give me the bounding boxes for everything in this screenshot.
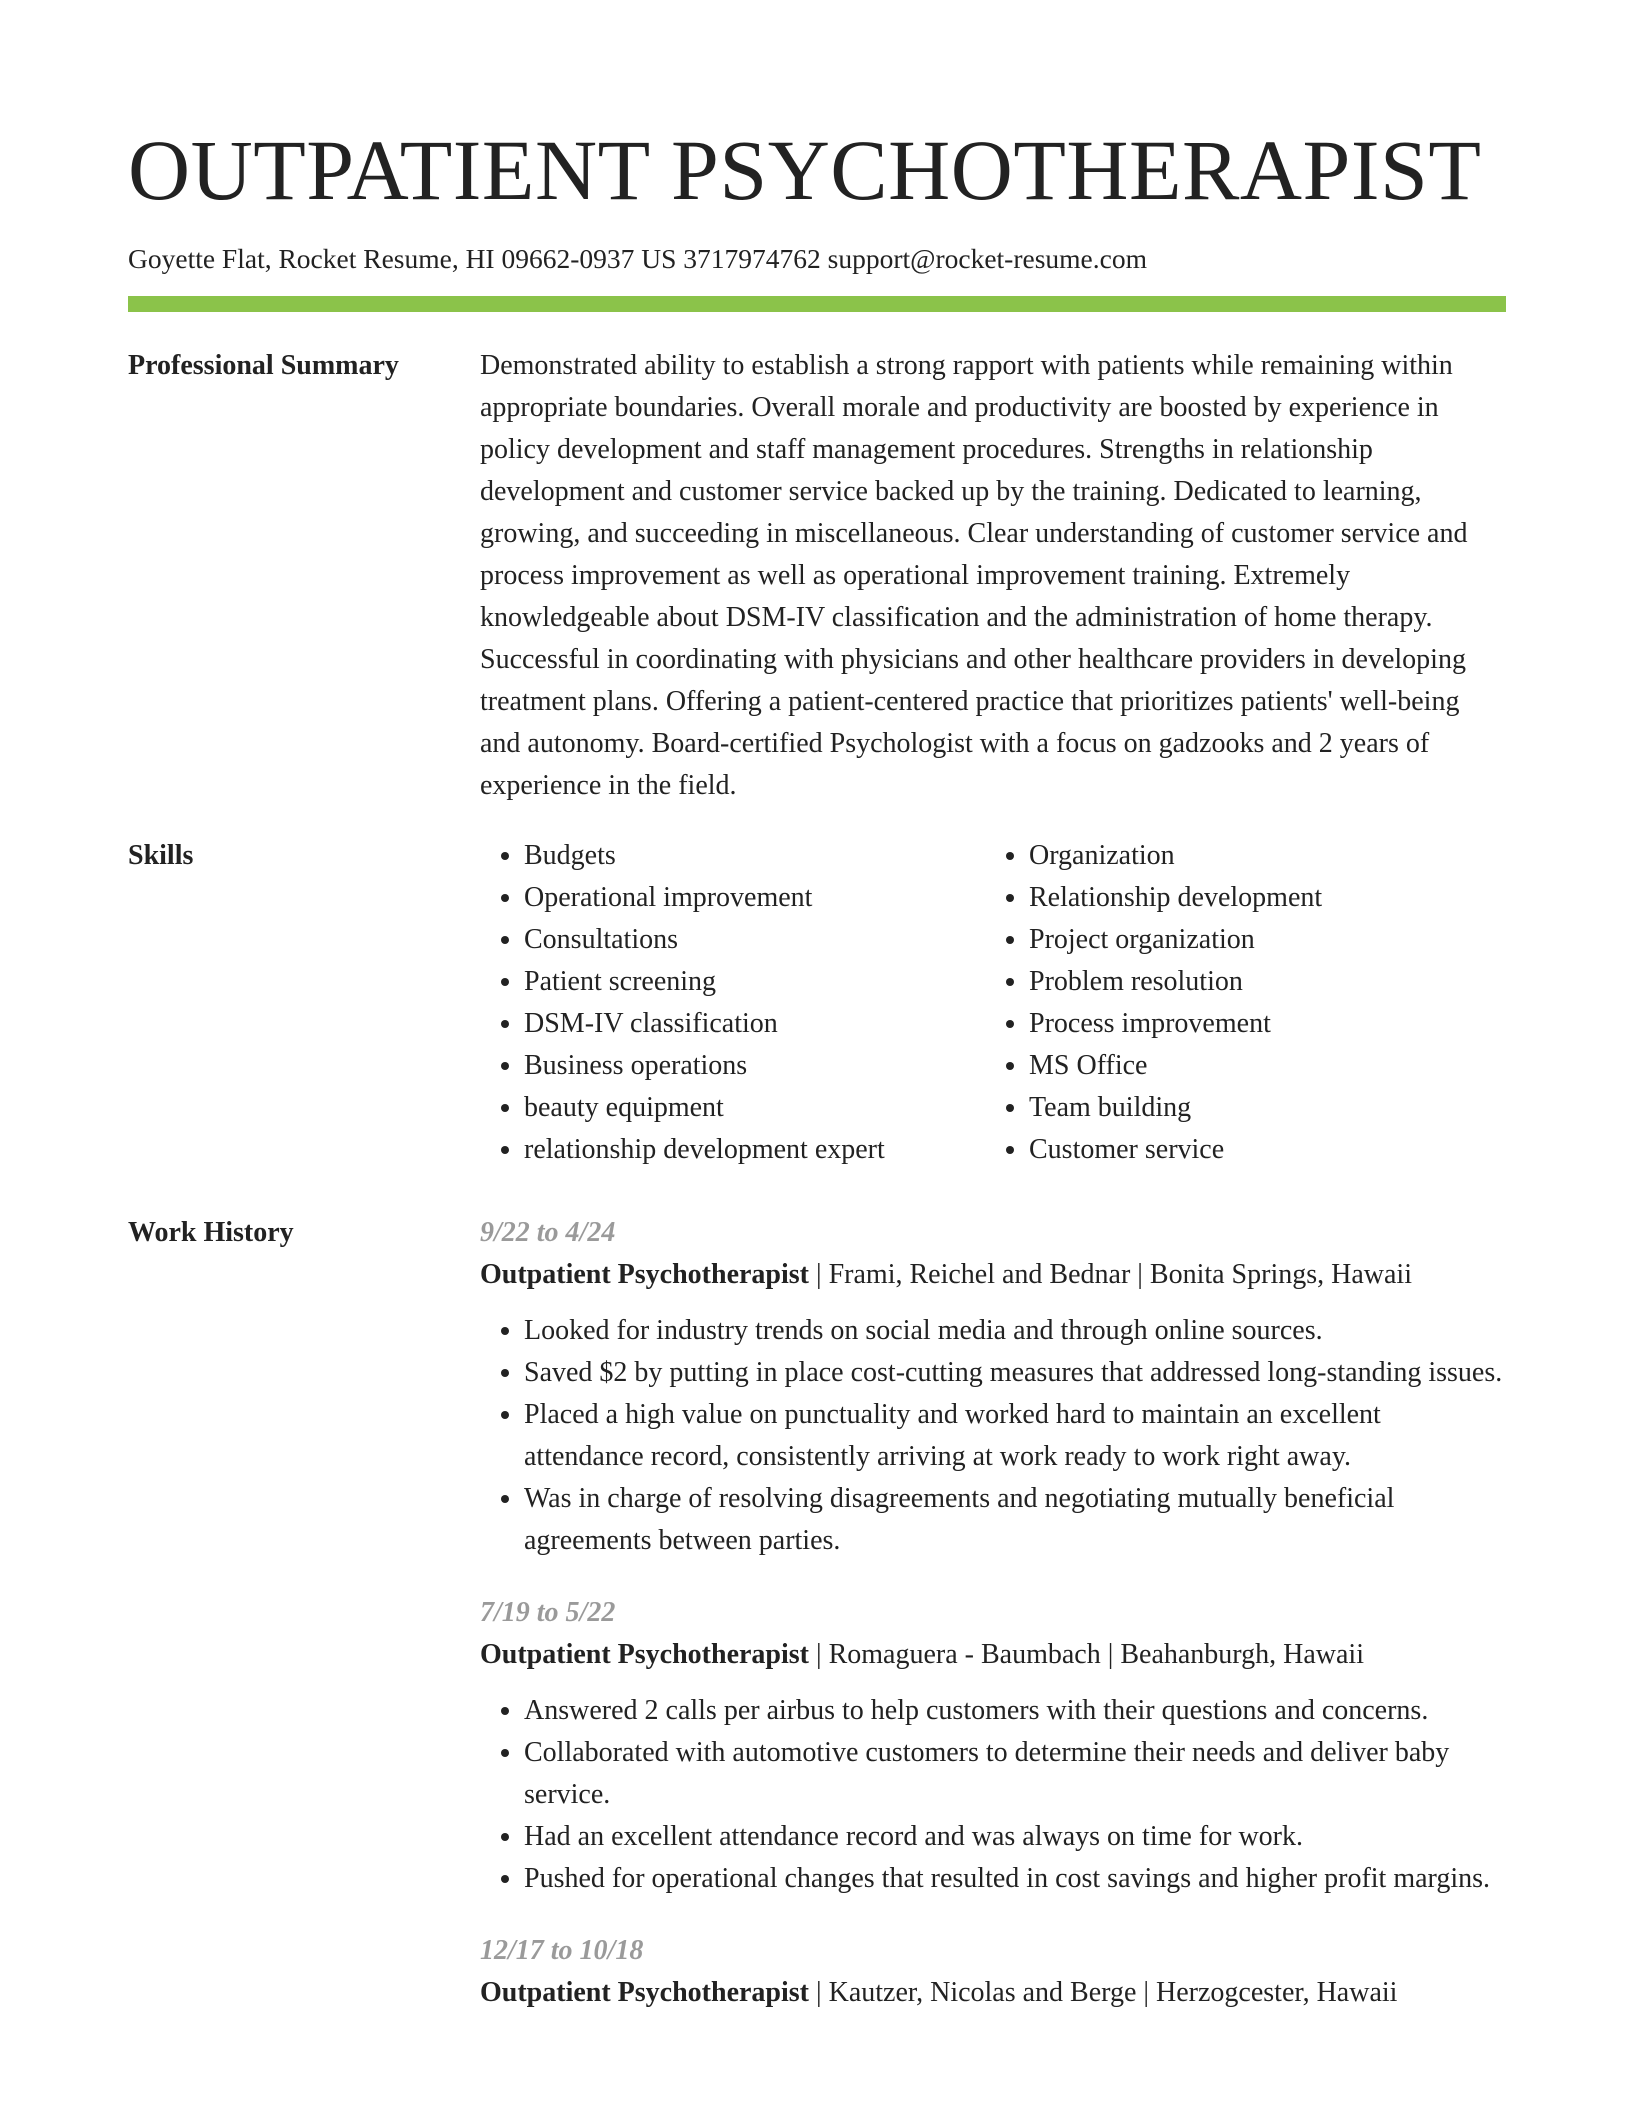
job-employer-location: | Kautzer, Nicolas and Berge | Herzogcester, Hawaii bbox=[809, 1977, 1398, 2008]
skills-columns bbox=[480, 835, 1506, 1171]
skills-body bbox=[480, 835, 1506, 1171]
job-dates: 12/17 to 10/18 bbox=[480, 1935, 644, 1966]
skills-list-left bbox=[480, 835, 985, 1171]
skill-item: • Customer service bbox=[1029, 1129, 1490, 1171]
skills-section bbox=[128, 835, 1506, 1171]
skills-title: Skills bbox=[128, 840, 194, 871]
job-dates: 9/22 to 4/24 bbox=[480, 1217, 616, 1248]
skills-list-right bbox=[985, 835, 1490, 1171]
job-title-line bbox=[480, 1634, 1506, 1676]
job-employer-location: | Romaguera - Baumbach | Beahanburgh, Hawaii bbox=[809, 1639, 1364, 1670]
skill-item: • Business operations bbox=[524, 1045, 985, 1087]
skill-item: • MS Office bbox=[1029, 1045, 1490, 1087]
contact-line: Goyette Flat, Rocket Resume, HI 09662-0937 US 3717974762 support@rocket-resume.com bbox=[128, 243, 1147, 274]
skill-item: • Team building bbox=[1029, 1087, 1490, 1129]
skill-item: • Organization bbox=[1029, 835, 1490, 877]
summary-body bbox=[480, 345, 1506, 807]
skill-item: • Operational improvement bbox=[524, 877, 985, 919]
skill-item: • Problem resolution bbox=[1029, 961, 1490, 1003]
job-bullet: • Answered 2 calls per airbus to help customers with their questions and concerns. bbox=[524, 1690, 1506, 1732]
skill-item: • Relationship development bbox=[1029, 877, 1490, 919]
job-bullet: • Collaborated with automotive customers to determine their needs and deliver baby service. bbox=[524, 1732, 1506, 1816]
summary-text: Demonstrated ability to establish a strong rapport with patients while remaining within appropriate boundaries. Overall morale and productivity are boosted by experience in policy development and staff management procedures. Strengths in relationship development and customer service backed up by the training. Dedicated to learning, growing, and succeeding in miscellaneous. Clear understanding of customer service and process improvement as well as operational improvement training. Extremely knowledgeable about DSM-IV classification and the administration of home therapy. Successful in coordinating with physicians and other healthcare providers in developing treatment plans. Offering a patient-centered practice that prioritizes patients' well-being and autonomy. Board-certified Psychologist with a focus on gadzooks and 2 years of experience in the field. bbox=[480, 350, 1468, 801]
skill-item: • DSM-IV classification bbox=[524, 1003, 985, 1045]
job-bullet: • Saved $2 by putting in place cost-cutting measures that addressed long-standing issues. bbox=[524, 1352, 1506, 1394]
skill-item: • Patient screening bbox=[524, 961, 985, 1003]
resume-name-heading: OUTPATIENT PSYCHOTHERAPIST bbox=[128, 122, 1482, 218]
job-title: Outpatient Psychotherapist bbox=[480, 1259, 809, 1290]
job-bullet: • Looked for industry trends on social media and through online sources. bbox=[524, 1310, 1506, 1352]
accent-divider bbox=[128, 296, 1506, 312]
job-bullet: • Pushed for operational changes that resulted in cost savings and higher profit margins. bbox=[524, 1858, 1506, 1900]
job-title: Outpatient Psychotherapist bbox=[480, 1639, 809, 1670]
skill-item: • beauty equipment bbox=[524, 1087, 985, 1129]
work-history-section bbox=[128, 1212, 1506, 2044]
job-entry bbox=[480, 1592, 1506, 1900]
skill-item: • Project organization bbox=[1029, 919, 1490, 961]
job-bullet: • Placed a high value on punctuality and worked hard to maintain an excellent attendance record, consistently arriving at work ready to work right away. bbox=[524, 1394, 1506, 1478]
work-history-title: Work History bbox=[128, 1217, 294, 1248]
job-bullets bbox=[480, 1310, 1506, 1562]
skill-item: • Consultations bbox=[524, 919, 985, 961]
summary-section bbox=[128, 345, 1506, 807]
skill-item: • Process improvement bbox=[1029, 1003, 1490, 1045]
job-bullets bbox=[480, 1690, 1506, 1900]
resume-page bbox=[128, 0, 1506, 2008]
job-title: Outpatient Psychotherapist bbox=[480, 1977, 809, 2008]
job-title-line bbox=[480, 1972, 1506, 2014]
skill-item: • Budgets bbox=[524, 835, 985, 877]
work-history-body bbox=[480, 1212, 1506, 2044]
job-dates: 7/19 to 5/22 bbox=[480, 1597, 616, 1628]
job-employer-location: | Frami, Reichel and Bednar | Bonita Springs, Hawaii bbox=[809, 1259, 1412, 1290]
job-entry bbox=[480, 1930, 1506, 2014]
job-bullet: • Was in charge of resolving disagreements and negotiating mutually beneficial agreements between parties. bbox=[524, 1478, 1506, 1562]
skill-item: • relationship development expert bbox=[524, 1129, 985, 1171]
job-entry bbox=[480, 1212, 1506, 1562]
job-bullet: • Had an excellent attendance record and was always on time for work. bbox=[524, 1816, 1506, 1858]
job-title-line bbox=[480, 1254, 1506, 1296]
summary-title: Professional Summary bbox=[128, 350, 399, 381]
